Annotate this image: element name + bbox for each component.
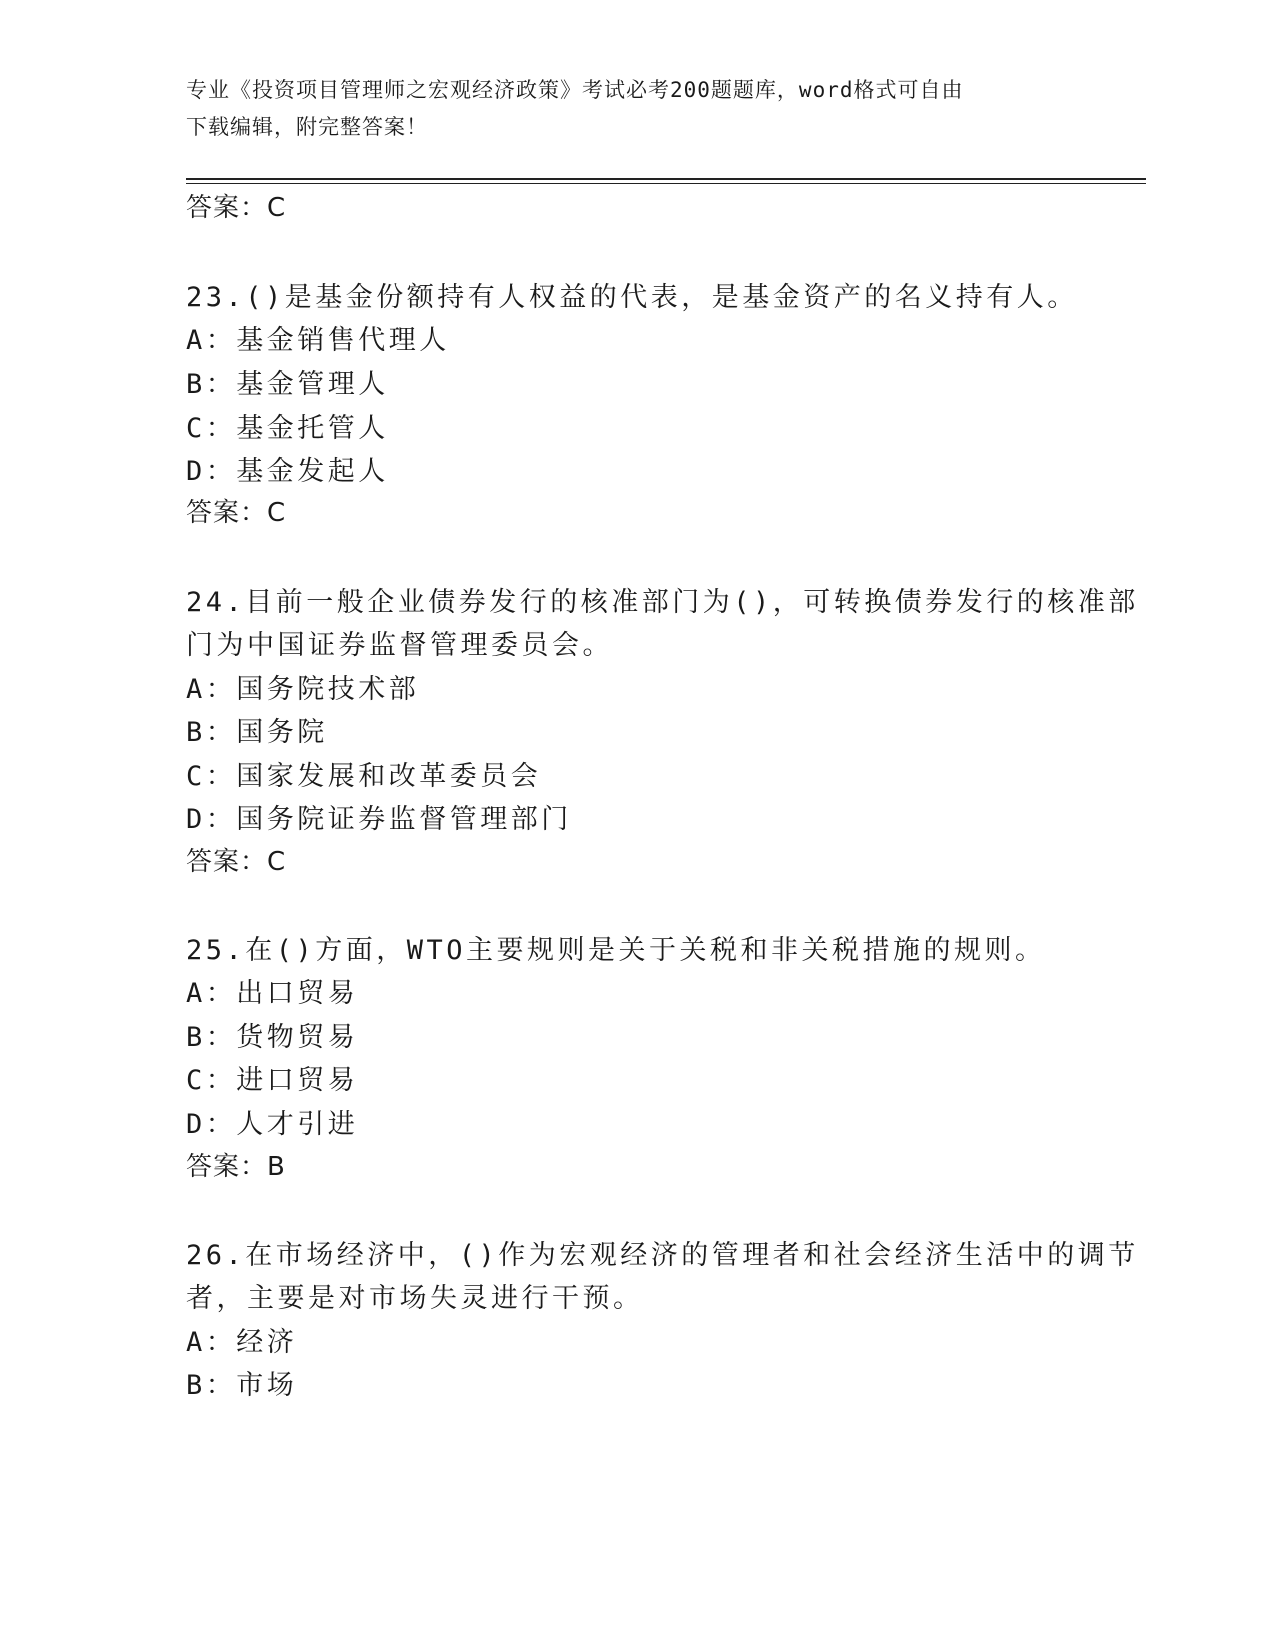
- question-23-option-c: C：基金托管人: [186, 413, 389, 444]
- header-line-2: 下载编辑，附完整答案！: [186, 115, 428, 139]
- header-divider-thin: [186, 183, 1146, 184]
- question-26-option-a: A：经济: [186, 1327, 298, 1358]
- question-26-line-1: 26.在市场经济中，()作为宏观经济的管理者和社会经济生活中的调节: [186, 1240, 1139, 1271]
- header-divider-thick: [186, 178, 1146, 180]
- question-23-option-a: A：基金销售代理人: [186, 325, 450, 356]
- question-24-option-a: A：国务院技术部: [186, 674, 420, 705]
- question-25-answer: 答案：B: [186, 1152, 286, 1182]
- question-25-option-b: B：货物贸易: [186, 1022, 359, 1053]
- question-25-option-d: D：人才引进: [186, 1109, 359, 1140]
- question-26-option-b: B：市场: [186, 1370, 298, 1401]
- answer-prev: 答案：C: [186, 193, 287, 223]
- question-25-option-a: A：出口贸易: [186, 978, 359, 1009]
- question-24-option-c: C：国家发展和改革委员会: [186, 761, 542, 792]
- question-24-option-b: B：国务院: [186, 717, 328, 748]
- question-23-answer: 答案：C: [186, 498, 287, 528]
- header-line-1: 专业《投资项目管理师之宏观经济政策》考试必考200题题库，word格式可自由: [186, 78, 964, 102]
- question-23-option-d: D：基金发起人: [186, 456, 389, 487]
- question-23-line-1: 23.()是基金份额持有人权益的代表，是基金资产的名义持有人。: [186, 282, 1078, 313]
- question-24-line-2: 门为中国证券监督管理委员会。: [186, 630, 613, 661]
- question-23-option-b: B：基金管理人: [186, 369, 389, 400]
- question-24-answer: 答案：C: [186, 847, 287, 877]
- question-25-option-c: C：进口贸易: [186, 1065, 359, 1096]
- question-26-line-2: 者，主要是对市场失灵进行干预。: [186, 1283, 644, 1314]
- document-header: [186, 72, 1086, 146]
- question-24-line-1: 24.目前一般企业债券发行的核准部门为()，可转换债券发行的核准部: [186, 587, 1139, 618]
- question-24-option-d: D：国务院证券监督管理部门: [186, 804, 572, 835]
- question-25-line-1: 25.在()方面，WTO主要规则是关于关税和非关税措施的规则。: [186, 935, 1046, 966]
